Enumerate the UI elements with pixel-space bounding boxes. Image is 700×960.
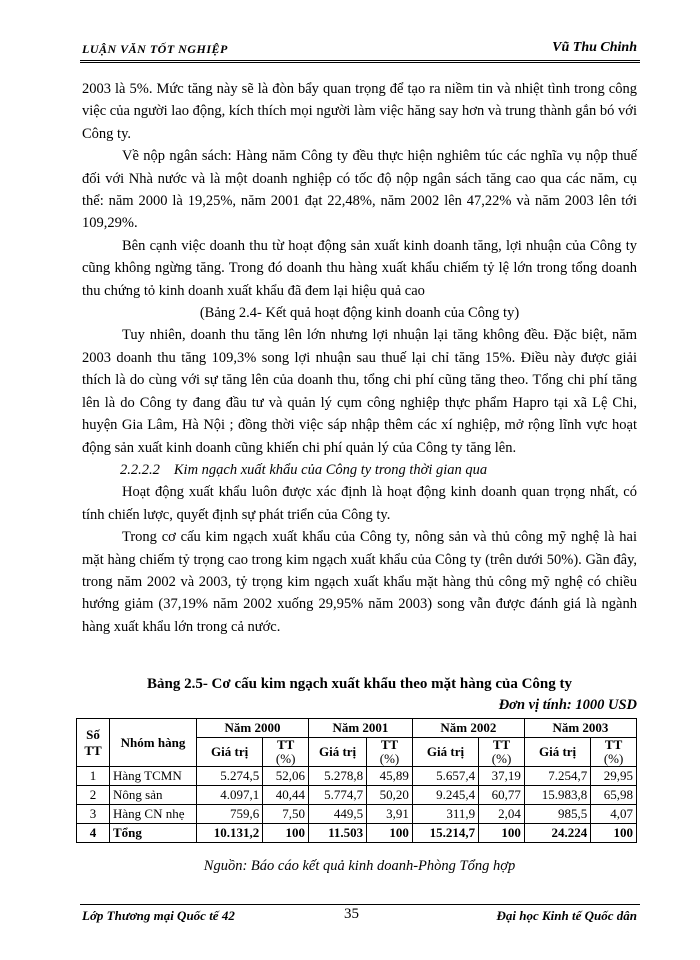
header-tt: TT (%) — [367, 738, 413, 767]
section-title: Kim ngạch xuất khẩu của Công ty trong thời gian qua — [173, 461, 488, 478]
table-unit: Đơn vị tính: 1000 USD — [498, 697, 637, 713]
header-year: Năm 2002 — [412, 719, 524, 738]
section-number: 2.2.2.2 — [120, 461, 160, 478]
header-value: Giá trị — [309, 738, 367, 767]
paragraph: Về nộp ngân sách: Hàng năm Công ty đều thực hiện nghiêm túc các nghĩa vụ nộp thuế đối với Nhà nước và là một doanh nghiệp có tốc độ nộp ngân sách tăng cao qua các năm, cụ thể: năm 2000 là 19,25%, năm 2001 đạt 22,48%, năm 2002 lên 47,22% và năm 2003 lên tới 109,29%. — [82, 148, 637, 232]
table-reference: (Bảng 2.4- Kết quả hoạt động kinh doanh của Công ty) — [199, 305, 520, 322]
header-year: Năm 2003 — [524, 719, 636, 738]
table-row: 1 Hàng TCMN 5.274,5 52,06 5.278,8 45,89 5.657,4 37,19 7.254,7 29,95 — [77, 767, 637, 786]
table-row: 3 Hàng CN nhẹ 759,6 7,50 449,5 3,91 311,9 2,04 985,5 4,07 — [77, 805, 637, 824]
body-text — [82, 78, 637, 638]
header-value: Giá trị — [412, 738, 478, 767]
header-value: Giá trị — [197, 738, 263, 767]
table-row-total: 4 Tổng 10.131,2 100 11.503 100 15.214,7 100 24.224 100 — [77, 824, 637, 843]
header-stt: Số TT — [77, 719, 110, 767]
header-tt: TT (%) — [591, 738, 637, 767]
header-value: Giá trị — [524, 738, 590, 767]
paragraph: Tuy nhiên, doanh thu tăng lên lớn nhưng lợi nhuận lại tăng không đều. Đặc biệt, năm 2003 doanh thu tăng 109,3% song lợi nhuận sau thuế lại chỉ tăng 15%. Điều này được giải thích là do cùng với sự tăng lên của doanh thu, tổng chi phí cũng tăng theo. Tổng chi phí tăng lên là do Công ty đang đầu tư và quản lý cụm công nghiệp thực phẩm Hapro tại xã Lệ Chi, huyện Gia Lâm, Hà Nội ; đồng thời việc sáp nhập thêm các xí nghiệp, mở rộng lĩnh vực hoạt động sản xuất kinh doanh cũng khiến chi phí quản lý của Công ty tăng lên. — [82, 327, 637, 456]
paragraph: Bên cạnh việc doanh thu từ hoạt động sản xuất kinh doanh tăng, lợi nhuận của Công ty cũng không ngừng tăng. Trong đó doanh thu hàng xuất khẩu chiếm tỷ lệ lớn trong tổng doanh thu chứng tỏ kinh doanh xuất khẩu đã đem lại hiệu quả cao — [82, 237, 637, 299]
paragraph: Hoạt động xuất khẩu luôn được xác định là hoạt động kinh doanh quan trọng nhất, có tính chiến lược, quyết định sự phát triển của Công ty. — [82, 484, 637, 523]
export-table — [76, 718, 637, 843]
table-source: Nguồn: Báo cáo kết quả kinh doanh-Phòng Tổng hợp — [203, 858, 516, 874]
page-number: 35 — [344, 906, 359, 922]
paragraph: 2003 là 5%. Mức tăng này sẽ là đòn bẩy quan trọng để tạo ra niềm tin và nhiệt tình trong công việc của người lao động, kích thích mọi người làm việc hăng say hơn và trung thành gắn bó với Công ty. — [82, 81, 637, 142]
footer-divider — [80, 904, 640, 905]
header-tt: TT (%) — [263, 738, 309, 767]
footer-class: Lớp Thương mại Quốc tế 42 — [82, 908, 235, 923]
header-group: Nhóm hàng — [110, 719, 197, 767]
header-year: Năm 2000 — [197, 719, 309, 738]
header-title: LUẬN VĂN TỐT NGHIỆP — [82, 42, 228, 56]
table-row: 2 Nông sản 4.097,1 40,44 5.774,7 50,20 9.245,4 60,77 15.983,8 65,98 — [77, 786, 637, 805]
paragraph: Trong cơ cấu kim ngạch xuất khẩu của Công ty, nông sản và thủ công mỹ nghệ là hai mặt hàng chiếm tỷ trọng cao trong kim ngạch xuất khẩu của Công ty (trên dưới 50%). Gần đây, trong năm 2002 và 2003, tỷ trọng kim ngạch xuất khẩu mặt hàng thủ công mỹ nghệ có chiều hướng giảm (37,19% năm 2002 xuống 29,95% năm 2003) song vẫn được đánh giá là ngành hàng xuất khẩu lớn trong cả nước. — [82, 529, 637, 635]
section-heading — [82, 459, 637, 481]
header-tt: TT (%) — [479, 738, 525, 767]
header-divider — [80, 60, 640, 63]
header-year: Năm 2001 — [309, 719, 413, 738]
footer-university: Đại học Kinh tế Quốc dân — [496, 908, 637, 923]
table-title: Bảng 2.5- Cơ cấu kim ngạch xuất khẩu theo mặt hàng của Công ty — [146, 676, 573, 692]
header-author: Vũ Thu Chinh — [552, 40, 637, 55]
